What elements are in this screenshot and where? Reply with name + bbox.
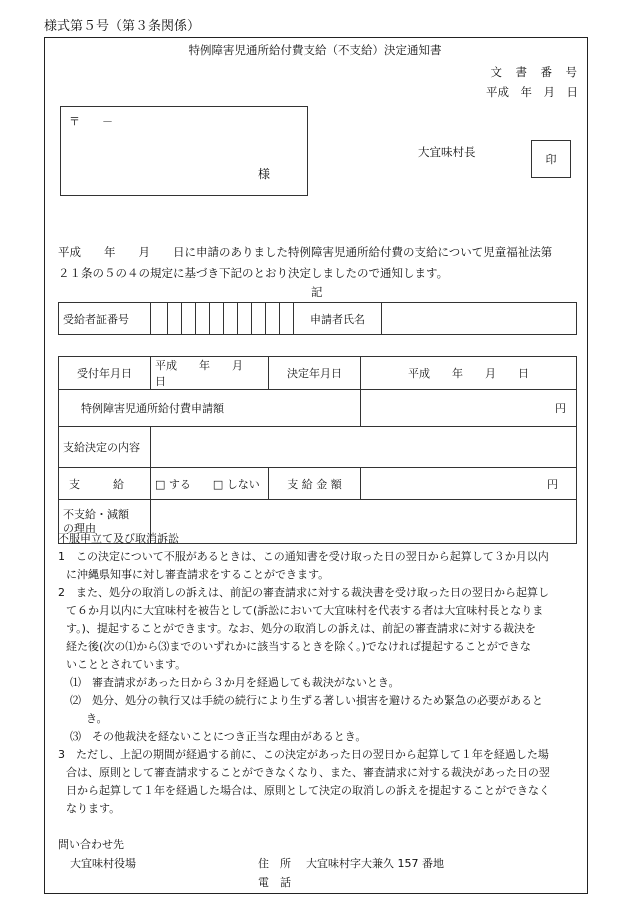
doc-date: 平成 年 月 日 [486, 85, 578, 99]
contact-office: 大宜味村役場 [70, 857, 136, 870]
contact-phone-label: 電 話 [258, 876, 291, 889]
note-1-line-1: 1 この決定について不服があるときは、この通知書を受け取った日の翌日から起算して３か月以内 [58, 550, 549, 563]
cert-table [58, 302, 577, 335]
payment-label: 支 給 [59, 468, 151, 500]
receipt-date-label: 受付年月日 [59, 357, 151, 390]
applicant-name-value [382, 303, 577, 335]
note-2-line-2: て６か月以内に大宜味村を被告として(訴訟において大宜味村を代表する者は大宜味村長となりま [66, 604, 544, 617]
body-line-1: 平成 年 月 日に申請のありました特例障害児通所給付費の支給について児童福祉法第 [58, 245, 553, 259]
sub-item-3: ⑶ その他裁決を経ないことにつき正当な理由があるとき。 [70, 730, 367, 743]
cert-digit-cell [182, 303, 196, 335]
note-3-line-1: 3 ただし、上記の期間が経過する前に、この決定があった日の翌日から起算して１年を経過した場 [58, 748, 549, 761]
cert-digit-cell [280, 303, 294, 335]
cert-digit-cell [168, 303, 182, 335]
ki-heading: 記 [311, 285, 323, 299]
applicant-name-label: 申請者氏名 [294, 303, 382, 335]
refusal-reason-label-line-1: 不支給・減額 [63, 507, 129, 521]
cert-number-label: 受給者証番号 [59, 303, 151, 335]
note-3-line-4: なります。 [66, 802, 121, 815]
payment-options: □ する □ しない [151, 468, 269, 500]
note-2-line-3: す。)、提起することができます。なお、処分の取消しの訴えは、前記の審査請求に対する裁決を [66, 622, 537, 635]
document-title: 特例障害児通所給付費支給（不支給）決定通知書 [188, 43, 442, 57]
postal-code: 〒 － [69, 115, 113, 128]
sub-item-2-line-1: ⑵ 処分、処分の執行又は手続の続行により生ずる著しい損害を避けるため緊急の必要があると [70, 694, 543, 707]
contact-heading: 問い合わせ先 [58, 838, 124, 851]
notes-heading: 不服申立て及び取消訴訟 [58, 532, 179, 545]
decision-content-label: 支給決定の内容 [59, 427, 151, 468]
issuer-name: 大宜味村長 [418, 145, 476, 159]
applied-amount-label: 特例障害児通所給付費申請額 [59, 390, 361, 427]
refusal-reason-label-line-2: の理由 [63, 521, 96, 535]
decision-table [58, 356, 577, 544]
applied-amount-yen: 円 [361, 390, 577, 427]
cert-digit-cell [151, 303, 168, 335]
cert-digit-cell [210, 303, 224, 335]
decision-date-value: 平成 年 月 日 [361, 357, 577, 390]
decision-content-value [151, 427, 577, 468]
cert-digit-cell [266, 303, 280, 335]
note-3-line-2: 合は、原則として審査請求することができなくなり、また、審査請求に対する裁決があった日の翌 [66, 766, 550, 779]
cert-digit-cell [196, 303, 210, 335]
sub-item-1: ⑴ 審査請求があった日から３か月を経過しても裁決がないとき。 [70, 676, 400, 689]
cert-digit-cell [224, 303, 238, 335]
note-3-line-3: 日から起算して１年を経過した場合は、原則として決定の取消しの訴えを提起することができなく [66, 784, 550, 797]
note-2-line-4: 経た後(次の⑴から⑶までのいずれかに該当するときを除く。)でなければ提起することができな [66, 640, 531, 653]
seal-mark: 印 [545, 153, 557, 166]
doc-number-label: 文 書 番 号 [490, 65, 578, 79]
payment-amount-label: 支 給 金 額 [269, 468, 361, 500]
decision-date-label: 決定年月日 [269, 357, 361, 390]
recipient-sama: 様 [258, 167, 271, 181]
seal-box [531, 140, 571, 178]
body-line-2: ２１条の５の４の規定に基づき下記のとおり決定しましたので通知します。 [58, 266, 449, 280]
sub-item-2-line-2: き。 [86, 712, 108, 725]
address-box [60, 106, 308, 196]
cert-digit-cell [238, 303, 252, 335]
note-1-line-2: に沖縄県知事に対し審査請求をすることができます。 [66, 568, 330, 581]
form-label: 様式第５号（第３条関係） [44, 19, 201, 34]
note-2-line-1: 2 また、処分の取消しの訴えは、前記の審査請求に対する裁決書を受け取った日の翌日から起算し [58, 586, 549, 599]
payment-amount-yen: 円 [361, 468, 577, 500]
contact-address-label: 住 所 [258, 857, 291, 870]
refusal-reason-value [151, 500, 577, 544]
cert-digit-cell [252, 303, 266, 335]
note-2-line-5: いこととされています。 [66, 658, 187, 671]
receipt-date-value: 平成 年 月 日 [151, 357, 269, 390]
contact-address: 大宜味村字大兼久 157 番地 [306, 857, 444, 870]
